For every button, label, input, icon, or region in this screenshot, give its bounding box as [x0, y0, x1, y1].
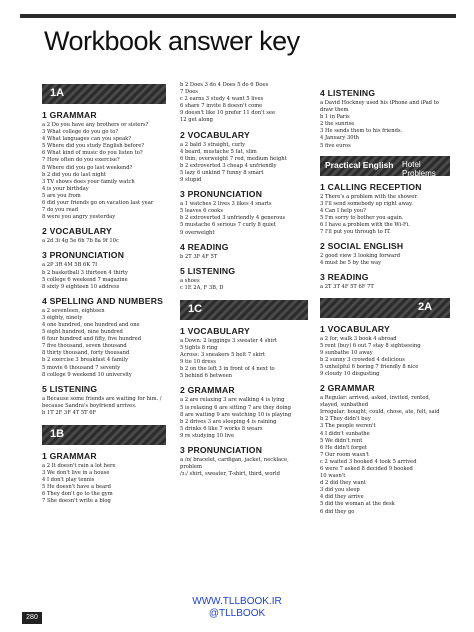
column-2 [180, 82, 315, 478]
answer-line: 4 one hundred, one hundred and one [42, 321, 140, 328]
heading: 2 GRAMMAR [180, 385, 235, 396]
answers [320, 336, 455, 379]
answer-line: 3 I'll send somebody up right away. [320, 200, 413, 207]
answer-line: 4 What languages can you speak? [42, 136, 132, 143]
answer-line: c 2 earns 3 study 4 want 5 lives [180, 96, 264, 103]
heading: 1 GRAMMAR [42, 451, 97, 461]
answer-line: a 2 seventeen, eighteen [42, 307, 105, 314]
section-2a-header: 2A [320, 298, 455, 318]
answer-line: 3 What college do you go to? [42, 129, 119, 136]
answer-line: 5 lazy 6 unkind 7 funny 8 smart [180, 169, 264, 176]
answer-line: 5 did the woman at the desk [320, 501, 395, 508]
answer-line: 6 What kind of music do you listen to? [42, 150, 143, 157]
answer-line: 5 movie 6 thousand 7 seventy [42, 364, 121, 371]
answer-line: 5 He doesn't have a beard [42, 484, 111, 491]
heading: 3 PRONUNCIATION [42, 250, 125, 261]
answer-line: 6 They don't go to the gym [42, 491, 113, 498]
answer-line: 3 The people weren't [320, 423, 376, 430]
heading: 2 SOCIAL ENGLISH [320, 241, 404, 252]
column-1 [42, 82, 174, 506]
answer-line: a 2 for, walk 3 book 4 abroad [320, 335, 397, 342]
answer-line: 4 is your birthday [42, 185, 89, 192]
answer-line: 6 were 7 asked 8 decided 9 booked [320, 466, 413, 472]
answers [180, 278, 315, 292]
section-1a-header: 1A [42, 84, 174, 104]
answer-line: b 2 exercise 3 breakfast 4 family [42, 357, 129, 364]
answer-line: a 2 bald 3 straight, curly [180, 141, 246, 148]
top-rule [20, 14, 456, 18]
answer-line: 5 Where did you study English before? [42, 143, 145, 150]
answer-line: b 2 They didn't buy [320, 416, 371, 423]
answer-line: 7 Does [180, 89, 198, 96]
answers [180, 201, 315, 236]
answer-line: 5 We didn't rent [320, 437, 363, 444]
answer-line: 9 re studying 10 live [180, 432, 235, 439]
answer-line: 3 TV shows does your family watch [42, 178, 135, 185]
answers [42, 308, 174, 379]
answer-line: 5 are you from [42, 192, 81, 199]
heading: 2 VOCABULARY [42, 226, 112, 237]
heading: 4 READING [180, 241, 229, 252]
answer-line: 4 I don't play tennis [42, 477, 95, 484]
answers [42, 396, 174, 417]
answer-line: 5 leaves 6 cooks [180, 208, 223, 215]
answer-line: 3 did you sleep [320, 487, 360, 494]
answer-line: 6 I have a problem with the Wi-Fi. [320, 222, 410, 229]
answer-line: 5 I'm sorry to bother you again. [320, 214, 404, 221]
answers [180, 142, 315, 185]
answers [42, 122, 174, 221]
heading: 1 VOCABULARY [180, 325, 250, 336]
answers [180, 82, 315, 125]
answers [42, 463, 174, 506]
answer-line: b 2 did you do last night [42, 171, 106, 178]
answer-line: b 2 drives 3 are sleeping 4 is raining [180, 418, 277, 425]
answers [180, 254, 315, 261]
heading: 4 SPELLING AND NUMBERS [42, 295, 164, 306]
answer-line: a 2 are relaxing 3 are walking 4 is lying [180, 397, 285, 404]
answer-line: b 2 extroverted 3 cheap 4 unfriendly [180, 162, 277, 169]
answer-line: 5 college 6 weekend 7 magazine [42, 276, 128, 283]
answer-line: b 1T 2F 3F 4T 5T 6F [42, 409, 97, 416]
answer-line: 3 He sends them to his friends. [320, 128, 403, 135]
answer-line: a 2P 3R 4M 5B 6K 7I [42, 262, 98, 269]
answer-line: 5 behind 6 between [180, 373, 232, 380]
answer-line: c 2 waited 3 booked 4 took 5 arrived [320, 458, 417, 465]
answer-line: 5 tights 8 ring [180, 344, 218, 351]
answer-line: 8 college 9 weekend 10 university [42, 371, 132, 378]
page-number: 280 [22, 612, 42, 624]
answer-line: a Down: 2 leggings 3 sweater 4 shirt [180, 337, 277, 344]
answer-line: Irregular: bought, could, chose, ate, felt, said [320, 409, 440, 416]
answer-line: stayed, sunbathed [320, 402, 369, 409]
answer-line: b 2T 3F 4F 5T [180, 253, 218, 260]
heading: 1 CALLING RECEPTION [320, 181, 422, 192]
answer-line: 4 Can I help you? [320, 207, 366, 214]
answer-line: 6 thin, overweight 7 red, medium height [180, 155, 287, 162]
answer-line: 7 How often do you exercise? [42, 157, 120, 164]
answer-line: 3 We don't live in a house [42, 470, 110, 477]
answers [320, 194, 455, 237]
answer-line: a /ɒ/ bracelet, cardigan, jacket, necklace, [180, 457, 289, 463]
heading: 2 GRAMMAR [320, 383, 375, 394]
heading: 2 VOCABULARY [180, 129, 250, 140]
answer-line: a shoes [180, 277, 200, 284]
column-3 [320, 82, 455, 516]
answers [320, 253, 455, 267]
answer-line: b 2 sunny 3 crowded 4 delicious [320, 356, 405, 363]
answer-line: a 2 Do you have any brothers or sisters? [42, 122, 149, 128]
answer-line: a 1 watches 2 lives 3 likes 4 snarts [180, 201, 272, 208]
answer-line: 4 January 30th [320, 135, 359, 142]
heading: 3 READING [320, 272, 369, 283]
answer-line: 2 the sunrise [320, 121, 355, 128]
answer-line: draw them [320, 107, 349, 114]
answer-line: a 2T 3T 4F 5T 6F 7T [320, 284, 374, 291]
answer-line: problem [180, 464, 202, 471]
answer-line: 5 drinks 6 like 7 works 8 wears [180, 425, 263, 432]
answer-line: 6 He didn't forget [320, 444, 367, 451]
heading: 3 PRONUNCIATION [180, 445, 263, 455]
answer-line: 3 eighty, ninety [42, 314, 83, 321]
heading: 1 GRAMMAR [42, 110, 97, 120]
answer-line: 2 There's a problem with the shower. [320, 193, 418, 200]
answer-line: 6 share 7 invite 8 doesn't come [180, 103, 263, 110]
answer-line: 8 thirty thousand, forty thousand [42, 350, 130, 357]
answer-line: 7 Our room wasn't [320, 451, 370, 458]
answer-line: 4 beard, mustache 5 fat, slim [180, 148, 257, 155]
answer-line: 2 good view 3 looking forward [320, 253, 401, 260]
answer-line: a Regular: arrived, asked, invited, rented, [320, 395, 431, 402]
answers [320, 284, 455, 291]
page-title: Workbook answer key [44, 26, 300, 56]
answer-line: 5 mustache 6 serious 7 curly 8 quiet [180, 222, 276, 229]
answers [320, 100, 455, 150]
answers [320, 395, 455, 516]
answer-line: 5 eight hundred, nine hundred [42, 329, 123, 336]
answers [180, 397, 315, 440]
answers [42, 262, 174, 290]
footer-handle-link[interactable]: @TLLBOOK [208, 608, 266, 619]
answer-line: 10 wasn't [320, 473, 346, 480]
answer-line: 9 overweight [180, 229, 215, 236]
answer-line: 4 did they arrive [320, 494, 364, 501]
answer-line: because Sandra's boyfriend arrives. [42, 402, 137, 409]
answer-line: b 1 in Paris [320, 114, 350, 121]
answer-line: 5 unhelpful 6 boring 7 friendly 8 nice [320, 363, 419, 370]
answer-line: 6 did they go [320, 508, 355, 515]
answer-line: Across: 3 sneakers 5 belt 7 skirt [180, 352, 265, 359]
heading: 4 LISTENING [320, 88, 376, 98]
answer-line: /ɜː/ shirt, sweater, T-shirt, third, world [180, 471, 280, 478]
answers [42, 238, 174, 245]
answer-line: 6 four hundred and fifty, five hundred [42, 336, 142, 343]
answer-line: 9 tie 10 dress [180, 359, 216, 366]
answer-line: a David Hockney used his iPhone and iPad to [320, 100, 439, 106]
answer-line: 4 must be 5 by the way [320, 260, 382, 267]
answer-line: 8 Where did you go last weekend? [42, 164, 133, 171]
answer-line: 9 cloudy 10 disgusting [320, 370, 380, 377]
section-1b-header: 1B [42, 425, 174, 445]
answer-line: 7 I'll put you through to IT. [320, 229, 391, 236]
heading: 1 VOCABULARY [320, 323, 390, 334]
heading: 5 LISTENING [42, 383, 98, 394]
answers [180, 338, 315, 381]
answer-line: 12 get along [180, 117, 213, 124]
answer-line: a 2 It doesn't rain a lot here [42, 463, 116, 469]
answer-line: b 2 basketball 3 thirteen 4 thirty [42, 269, 128, 276]
answer-line: 5 five euros [320, 142, 351, 149]
answer-line: 9 doesn't like 10 prefer 11 don't see [180, 110, 276, 117]
answer-line: b 2 extroverted 3 unfriendly 4 generous [180, 215, 286, 222]
answer-line: b 2 on the left 3 in front of 4 next to [180, 366, 275, 373]
answer-line: a Because some friends are waiting for him. / [42, 395, 162, 402]
section-1c-header: 1C [180, 300, 315, 320]
answer-line: 4 I didn't sunbathe [320, 430, 370, 437]
answer-line: 7 do you read [42, 207, 79, 214]
footer-website-link[interactable]: WWW.TLLBOOK.IR [192, 596, 282, 607]
answer-line: 8 are waiting 9 are watching 10 is playing [180, 411, 292, 418]
answers [180, 457, 315, 478]
answer-line: c 1E 2A, F 3B, D [180, 284, 224, 291]
answer-line: 8 sixty 9 eighteen 10 address [42, 283, 120, 290]
answer-line: 9 sunbathe 10 away [320, 349, 373, 356]
answer-line: 5 rent (buy) 6 out 7 stay 8 sightseeing [320, 342, 421, 349]
answer-line: 6 did your friends go on vacation last year [42, 200, 154, 207]
heading: 5 LISTENING [180, 265, 236, 276]
heading: 3 PRONUNCIATION [180, 189, 263, 200]
answer-line: 9 stupid [180, 177, 202, 184]
answer-line: 8 were you angry yesterday [42, 214, 116, 221]
answer-line: b 2 Does 3 do 4 Does 5 do 6 Does [180, 82, 269, 88]
answer-line: a 2d 3i 4g 5e 6h 7b 8a 9f 10c [42, 238, 119, 245]
answer-line: 7 She doesn't write a blog [42, 498, 111, 505]
practical-english-header: Practical English Hotel Problems [320, 156, 455, 176]
answer-line: d 2 did they want [320, 480, 366, 487]
answer-line: 5 is relaxing 6 are sitting 7 are they doing [180, 404, 291, 411]
answer-line: 7 five thousand, seven thousand [42, 343, 127, 350]
